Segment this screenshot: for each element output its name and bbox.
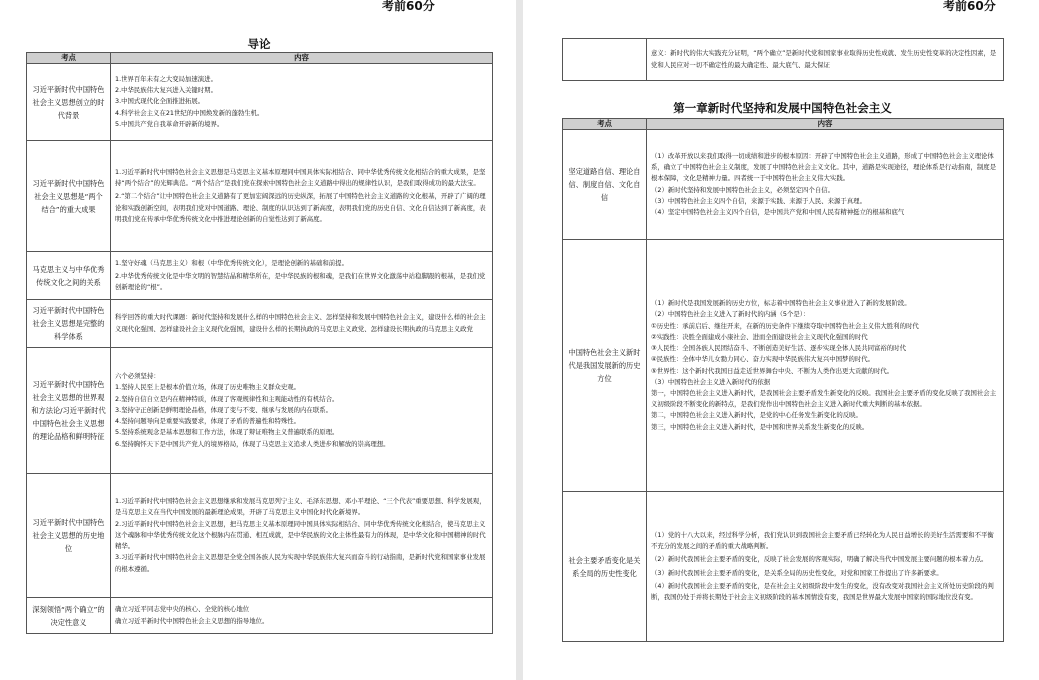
content-cell: （1）党的十八大以来，经过科学分析，我们党认识到我国社会主要矛盾已经转化为人民日益增长的美好生活需要和不平衡不充分的发展之间的矛盾的重大战略判断。 （2）新时代我国社会主要矛盾的变化，反映了社会发展的客观实际，明确了解决当代中国发展主要问题的根本着力点。 （3）新时代我国社会主要矛盾的变化，是关系全局的历史性变化，对党和国家工作提出了许多新要求。 （4）新时代我国社会主要矛盾的变化，是在社会主义初级阶段中发生的变化，没有改变对我国社会主义所处历史阶段的判断，我国仍处于并将长期处于社会主义初级阶段的基本国情没有变，我国是世界最大发展中国家的国际地位没有变。 — [647, 492, 1004, 642]
topic-cell: 马克思主义与中华优秀传统文化之间的关系 — [27, 252, 111, 300]
page-header: 考前60分 — [943, 0, 996, 13]
table-row — [27, 64, 493, 141]
column-header-content: 内容 — [647, 119, 1004, 130]
content-cell: 科学回答的重大时代课题：新时代坚持和发展什么样的中国特色社会主义、怎样坚持和发展中国特色社会主义，建设什么样的社会主义现代化强国、怎样建设社会主义现代化强国，建设什么样的长期执政的马克思主义政党、怎样建设长期执政的马克思主义政党 — [111, 300, 493, 348]
content-cell: （1）新时代是我国发展新的历史方位，标志着中国特色社会主义事业进入了新的发展阶段。 （2）中国特色社会主义进入了新时代的内涵（5个是）： ①历史性：承前启后、继往开来，在新的历史条件下继续夺取中国特色社会主义伟大胜利的时代 ②实践性：决胜全面建成小康社会、进而全面建设社会主义现代化强国的时代 ③人民性：全国各族人民团结奋斗、不断创造美好生活、逐步实现全体人民共同富裕的时代 ④民族性：全体中华儿女勠力同心、奋力实现中华民族伟大复兴中国梦的时代。 ⑤世界性：这个新时代我国日益走近世界舞台中央、不断为人类作出更大贡献的时代。 （3）中国特色社会主义进入新时代的依据 第一，中国特色社会主义进入新时代，是我国社会主要矛盾发生新变化的反映。我国社会主要矛盾的变化反映了我国社会主义初级阶段不断变化的新特点，是我们党作出中国特色社会主义进入新时代重大判断的基本依据。 第二，中国特色社会主义进入新时代，是党的中心任务发生新变化的反映。 第三，中国特色社会主义进入新时代，是中国和世界关系发生新变化的反映。 — [647, 240, 1004, 492]
topic-cell: 中国特色社会主义新时代是我国发展新的历史方位 — [563, 240, 647, 492]
empty-topic-cell — [563, 39, 647, 81]
table-row — [27, 300, 493, 348]
table-row — [27, 141, 493, 252]
content-table — [26, 52, 493, 634]
content-cell: 1.习近平新时代中国特色社会主义思想是马克思主义基本原理同中国具体实际相结合、同中华优秀传统文化相结合的重大成果，是坚持“两个结合”的光辉典范。“两个结合”是我们党在探索中国特色社会主义道路中得出的规律性认识，是我们取得成功的最大法宝。 2.“第二个结合”让中国特色社会主义道路有了更加宏阔深远的历史纵深，拓展了中国特色社会主义道路的文化根基，开辟了广阔的理论和实践创新空间，表明我们党对中国道路、理论、制度的认识达到了新高度，表明我们党的历史自信、文化自信达到了新高度，表明我们党在传承中华优秀传统文化中推进理论创新的自觉性达到了新高度。 — [111, 141, 493, 252]
column-header-topic: 考点 — [27, 53, 111, 64]
page-header: 考前60分 — [382, 0, 435, 13]
table-row — [27, 348, 493, 474]
content-cell: 1.世界百年未有之大变局加速演进。 2.中华民族伟大复兴进入关键时期。 3.中国式现代化全面推进拓展。 4.科学社会主义在21世纪的中国焕发新的蓬勃生机。 5.中国共产党自我革命开辟新的境界。 — [111, 64, 493, 141]
content-cell: （1）改革开放以来我们取得一切成绩和进步的根本原因：开辟了中国特色社会主义道路，形成了中国特色社会主义理论体系，确立了中国特色社会主义制度，发展了中国特色社会主义文化。其中，道路是实现途径，理论体系是行动指南，制度是根本保障，文化是精神力量。四者统一于中国特色社会主义伟大实践。 （2）新时代坚持和发展中国特色社会主义，必须坚定四个自信。 （3）中国特色社会主义四个自信，来源于实践、来源于人民、来源于真理。 （4）坚定中国特色社会主义四个自信，是中国共产党和中国人民有精神挺立的根基和底气 — [647, 130, 1004, 240]
table-header-row — [563, 119, 1004, 130]
chapter-title: 第一章新时代坚持和发展中国特色社会主义 — [673, 101, 892, 115]
table-row — [563, 492, 1004, 642]
content-cell: 1.习近平新时代中国特色社会主义思想继承和发展马克思列宁主义、毛泽东思想、邓小平理论、“三个代表”重要思想、科学发展观，是马克思主义在当代中国发展的最新理论成果，开辟了马克思主义中国化时代化新境界。 2.习近平新时代中国特色社会主义思想，把马克思主义基本原理同中国具体实际相结合、同中华优秀传统文化相结合，使马克思主义这个魂脉和中华优秀传统文化这个根脉内在贯通、相互成就，是中华民族的文化主体性最有力的体现，是中华文化和中国精神的时代精华。 3.习近平新时代中国特色社会主义思想是全党全国各族人民为实现中华民族伟大复兴而奋斗的行动指南，是新时代党和国家事业发展的根本遵循。 — [111, 474, 493, 598]
topic-cell: 习近平新时代中国特色社会主义思想创立的时代背景 — [27, 64, 111, 141]
table-row — [563, 130, 1004, 240]
left-page — [0, 0, 516, 680]
topic-cell: 社会主要矛盾变化是关系全局的历史性变化 — [563, 492, 647, 642]
topic-cell: 习近平新时代中国特色社会主义思想的世界观和方法论/习近平新时代中国特色社会主义思想的理论品格和鲜明特征 — [27, 348, 111, 474]
topic-cell: 习近平新时代中国特色社会主义思想是完整的科学体系 — [27, 300, 111, 348]
table-header-row — [27, 53, 493, 64]
content-cell: 六个必须坚持： 1.坚持人民至上是根本价值立场，体现了历史唯物主义群众史观。 2.坚持自信自立是内在精神特质，体现了客观规律性和主观能动性的有机结合。 3.坚持守正创新是鲜明理论品格，体现了变与不变、继承与发展的内在联系。 4.坚持问题导向是重要实践要求，体现了矛盾的普遍性和特殊性。 5.坚持系统观念是基本思想和工作方法，体现了辩证唯物主义普遍联系的原理。 6.坚持胸怀天下是中国共产党人的境界格局，体现了马克思主义追求人类进步和解放的崇高理想。 — [111, 348, 493, 474]
table-row — [27, 474, 493, 598]
table-row — [27, 252, 493, 300]
table-row — [563, 240, 1004, 492]
topic-cell: 深刻领悟“两个确立”的决定性意义 — [27, 598, 111, 634]
table-row — [27, 598, 493, 634]
table-row — [563, 39, 1004, 81]
continuation-table — [562, 38, 1004, 81]
content-table — [562, 118, 1004, 642]
content-cell: 确立习近平同志党中央的核心、全党的核心地位 确立习近平新时代中国特色社会主义思想的指导地位。 — [111, 598, 493, 634]
column-header-topic: 考点 — [563, 119, 647, 130]
right-page — [523, 0, 1039, 680]
column-header-content: 内容 — [111, 53, 493, 64]
content-cell: 1.坚守好魂（马克思主义）和根（中华优秀传统文化），是理论创新的基础和前提。 2.中华优秀传统文化是中华文明的智慧结晶和精华所在，是中华民族的根和魂，是我们在世界文化激荡中站稳脚跟的根基，是我们党创新理论的“根”。 — [111, 252, 493, 300]
content-cell: 意义：新时代的伟大实践充分证明，“两个确立”是新时代党和国家事业取得历史性成就、发生历史性变革的决定性因素，是党和人民应对一切不确定性的最大确定性、最大底气、最大保证 — [647, 39, 1004, 81]
section-title: 导论 — [247, 37, 271, 51]
topic-cell: 习近平新时代中国特色社会主义思想是“两个结合”的重大成果 — [27, 141, 111, 252]
topic-cell: 习近平新时代中国特色社会主义思想的历史地位 — [27, 474, 111, 598]
topic-cell: 坚定道路自信、理论自信、制度自信、文化自信 — [563, 130, 647, 240]
